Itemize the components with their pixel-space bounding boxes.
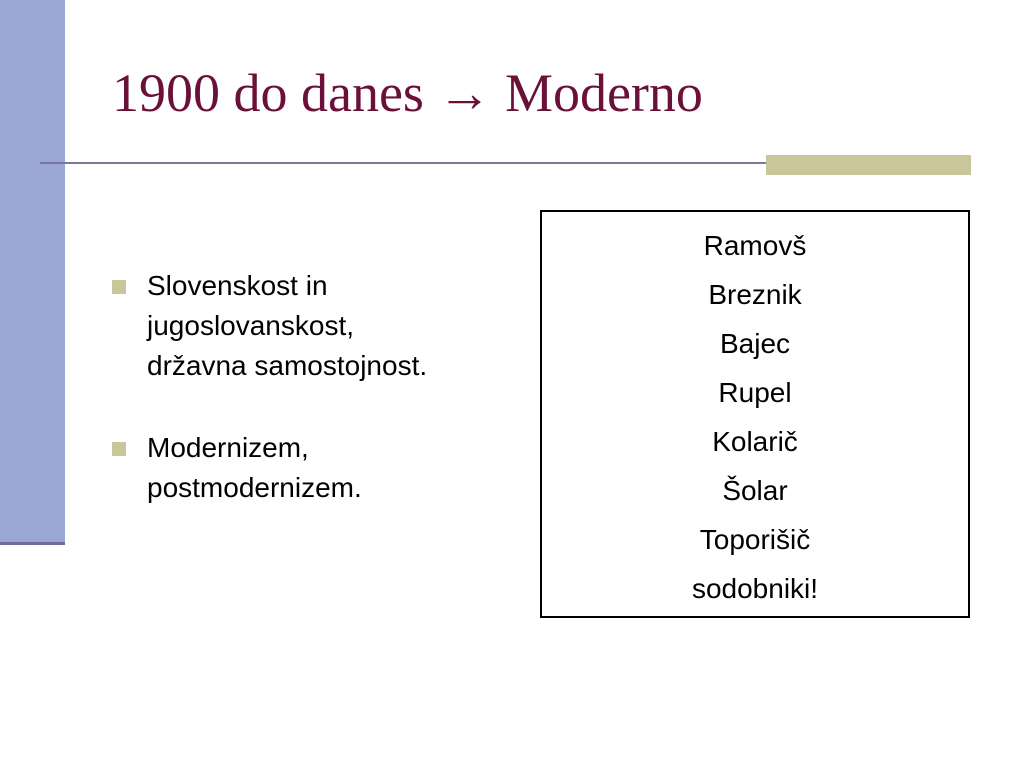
bullet-list <box>110 266 510 550</box>
square-bullet-icon <box>112 280 126 294</box>
name-item: Kolarič <box>712 426 798 457</box>
name-item: Bajec <box>719 328 791 359</box>
name-item: sodobniki! <box>691 573 819 604</box>
name-item: Breznik <box>708 279 802 310</box>
title-accent-bar <box>766 155 971 175</box>
slide-title: 1900 do danes → Moderno <box>112 63 703 123</box>
decorative-side-bar <box>0 0 65 545</box>
bullet-item <box>110 266 510 386</box>
name-item: Rupel <box>718 377 792 408</box>
bullet-text: Modernizem, postmodernizem. <box>147 432 362 503</box>
bullet-item <box>110 428 510 508</box>
names-list <box>542 221 968 613</box>
name-item: Šolar <box>722 475 788 506</box>
square-bullet-icon <box>112 442 126 456</box>
name-item: Ramovš <box>703 230 807 261</box>
names-box <box>540 210 970 618</box>
name-item: Toporišič <box>699 524 811 555</box>
bullet-text: Slovenskost in jugoslovanskost, državna samostojnost. <box>147 270 428 381</box>
